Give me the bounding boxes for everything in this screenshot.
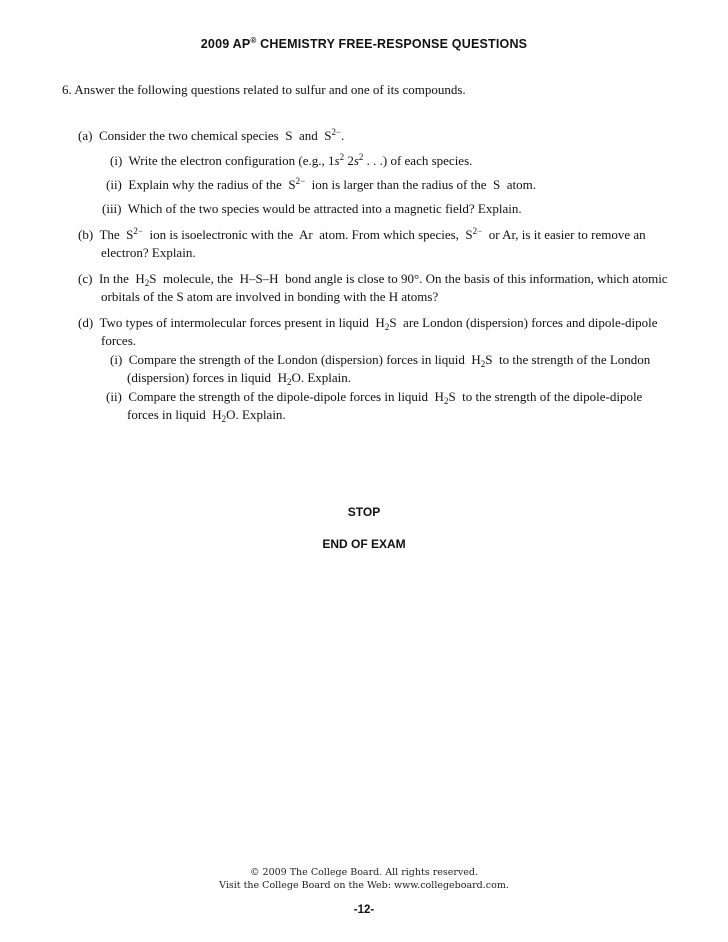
species-s: S (285, 128, 293, 143)
part-a-i-end: . . .) of each species. (363, 153, 473, 168)
page-number: -12- (353, 904, 375, 916)
part-d-i-text-1: Compare the strength of the London (dispersion) forces in liquid (128, 352, 465, 367)
part-c-text-2: molecule, the (163, 271, 234, 286)
part-d-line-1 (78, 314, 658, 332)
part-d-i-text-3: (dispersion) forces in liquid (127, 370, 272, 385)
charge-2minus: 2− (472, 226, 483, 236)
part-a-ii-text-2: ion is larger than the radius of the (311, 177, 487, 192)
part-d-ii-line-2 (127, 406, 286, 424)
part-d-i-text-2: to the strength of the London (499, 352, 651, 367)
h2o-o: O (291, 370, 301, 385)
h2s-h: H (471, 352, 481, 367)
end-of-exam-label: END OF EXAM (322, 537, 406, 551)
part-a-i-label: (i) (110, 153, 123, 168)
part-d-text-1: Two types of intermolecular forces present in liquid (99, 315, 369, 330)
part-a-iii (102, 200, 522, 218)
part-b-line-2 (101, 244, 196, 262)
h2s-s: S (149, 271, 157, 286)
h2o-sub: 2 (286, 377, 292, 387)
species-s2-ion: S (465, 227, 473, 242)
part-d-i-label: (i) (110, 352, 123, 367)
h2s-sub: 2 (480, 359, 486, 369)
footer-visit: Visit the College Board on the Web: www.collegeboard.com. (219, 880, 509, 891)
h2o-h: H (212, 407, 222, 422)
species-s2-ion: S (288, 177, 296, 192)
h2s-s: S (448, 389, 456, 404)
h2s-s: S (389, 315, 397, 330)
species-ar: Ar (298, 227, 313, 242)
question-number: 6. (62, 82, 72, 97)
part-c-line-2 (101, 288, 438, 306)
part-d-ii-text-2: to the strength of the dipole-dipole (462, 389, 643, 404)
part-d-i-line-2 (127, 369, 351, 387)
h2s-sub: 2 (443, 396, 449, 406)
footer-copyright: © 2009 The College Board. All rights reserved. (250, 867, 478, 878)
page-header (0, 37, 728, 51)
mid-2: 2 (344, 153, 354, 168)
part-b-text-4: or Ar, is it easier to remove an (488, 227, 646, 242)
part-d-i-text-4: . Explain. (300, 370, 352, 385)
question-intro-text: Answer the following questions related to sulfur and one of its compounds. (74, 82, 466, 97)
registered-mark: ® (250, 36, 257, 45)
part-b-text-2: ion is isoelectronic with the (149, 227, 294, 242)
bond-hsh: H–S–H (239, 271, 279, 286)
h2s-h: H (434, 389, 444, 404)
part-c-line-1 (78, 270, 668, 288)
question-6-intro (62, 81, 466, 99)
h2s-s: S (485, 352, 493, 367)
part-a-i-text: Write the electron configuration (e.g., 1 (128, 153, 335, 168)
part-a-ii-label: (ii) (106, 177, 122, 192)
part-d-i-line-1 (110, 351, 650, 369)
orbital-s1: s (334, 153, 340, 168)
charge-2minus: 2− (331, 127, 342, 137)
h2s-h: H (135, 271, 145, 286)
part-a-end: . (341, 128, 345, 143)
part-d-ii-text-1: Compare the strength of the dipole-dipole forces in liquid (128, 389, 429, 404)
part-b-text-1: The (99, 227, 120, 242)
species-s2-ion: S (126, 227, 134, 242)
part-c-text-3: bond angle is close to 90°. On the basis of this information, which atomic (285, 271, 668, 286)
species-s-atom: S (493, 177, 501, 192)
h2s-h: H (375, 315, 385, 330)
stop-label: STOP (347, 505, 381, 519)
part-a-ii-text-1: Explain why the radius of the (128, 177, 282, 192)
exp-1: 2 (339, 152, 345, 162)
part-a-iii-text: Which of the two species would be attracted into a magnetic field? Explain. (127, 201, 522, 216)
part-c-text-4: orbitals of the S atom are involved in bonding with the H atoms? (101, 289, 439, 304)
part-d-label: (d) (78, 315, 94, 330)
charge-2minus: 2− (295, 176, 306, 186)
header-title-pre: 2009 AP (200, 37, 251, 51)
h2o-h: H (277, 370, 287, 385)
part-c-label: (c) (78, 271, 93, 286)
header-title-post: CHEMISTRY FREE-RESPONSE QUESTIONS (256, 37, 528, 51)
part-d-line-2 (101, 332, 136, 350)
part-a-iii-label: (iii) (102, 201, 122, 216)
h2o-sub: 2 (221, 414, 227, 424)
part-d-text-2: are London (dispersion) forces and dipole-dipole (403, 315, 658, 330)
part-a (78, 127, 344, 145)
part-a-ii-text-3: atom. (506, 177, 536, 192)
part-d-ii-text-3: forces in liquid (127, 407, 206, 422)
part-a-label: (a) (78, 128, 93, 143)
h2s-sub: 2 (384, 322, 390, 332)
orbital-s2: s (353, 153, 359, 168)
part-d-ii-line-1 (106, 388, 642, 406)
h2o-o: O (226, 407, 236, 422)
exp-2: 2 (358, 152, 364, 162)
part-b-text-3: atom. From which species, (319, 227, 459, 242)
part-b-label: (b) (78, 227, 94, 242)
and-word: and (298, 128, 318, 143)
part-d-ii-text-4: . Explain. (235, 407, 286, 422)
part-a-i (110, 152, 472, 170)
part-d-ii-label: (ii) (106, 389, 122, 404)
part-d-text-3: forces. (101, 333, 137, 348)
species-s2: S (324, 128, 332, 143)
part-c-text-1: In the (98, 271, 129, 286)
part-b-line-1 (78, 226, 646, 244)
charge-2minus: 2− (133, 226, 143, 236)
h2s-sub: 2 (144, 278, 150, 288)
part-a-ii (106, 176, 536, 194)
part-b-text-5: electron? Explain. (101, 245, 196, 260)
part-a-text: Consider the two chemical species (98, 128, 279, 143)
